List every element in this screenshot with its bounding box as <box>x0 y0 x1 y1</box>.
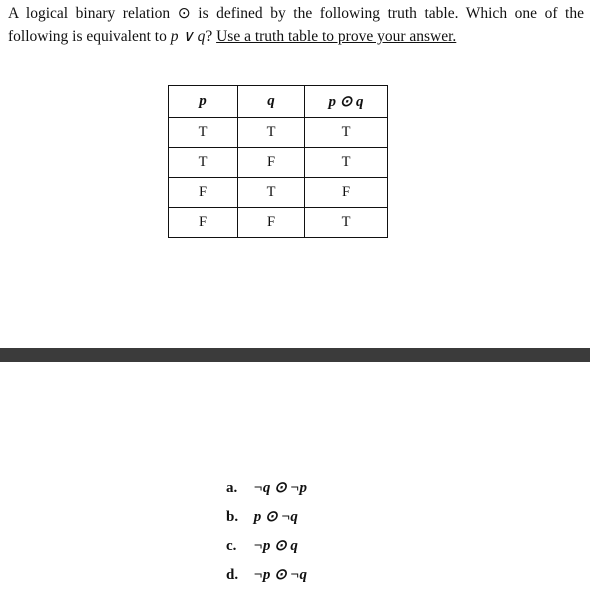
table-cell: T <box>169 148 238 178</box>
header-p-odot-q: p ⊙ q <box>305 86 388 118</box>
answer-choices <box>226 476 307 592</box>
table-row <box>169 208 388 238</box>
table-cell: T <box>238 118 305 148</box>
truth-table <box>168 85 388 238</box>
table-row <box>169 118 388 148</box>
choice-letter: b. <box>226 509 239 525</box>
choice-expression: p ⊙ ¬q <box>253 509 298 525</box>
choice-expression: ¬p ⊙ q <box>253 538 298 554</box>
choice-letter: a. <box>226 480 238 496</box>
choice-letter: d. <box>226 567 239 583</box>
table-cell: T <box>169 118 238 148</box>
section-divider <box>0 348 590 362</box>
table-cell: T <box>305 148 388 178</box>
table-cell: T <box>305 208 388 238</box>
choice-expression: ¬q ⊙ ¬p <box>253 480 307 496</box>
table-cell: F <box>169 208 238 238</box>
table-cell: F <box>169 178 238 208</box>
table-cell: F <box>238 148 305 178</box>
header-p: p <box>169 86 238 118</box>
question-expression: p ∨ q <box>170 28 206 45</box>
truth-table-header-row <box>169 86 388 118</box>
question-text <box>8 2 584 48</box>
table-cell: T <box>238 178 305 208</box>
question-instruction: Use a truth table to prove your answer. <box>216 28 457 45</box>
choice-letter: c. <box>226 538 237 554</box>
table-row <box>169 148 388 178</box>
table-row <box>169 178 388 208</box>
header-q: q <box>238 86 305 118</box>
table-cell: F <box>238 208 305 238</box>
table-cell: T <box>305 118 388 148</box>
choice-c[interactable] <box>226 534 307 563</box>
question-part1: A logical binary relation ⊙ is defined by the following truth table. Which one of the following is equivalent to <box>8 5 584 45</box>
choice-expression: ¬p ⊙ ¬q <box>253 567 307 583</box>
choice-a[interactable] <box>226 476 307 505</box>
question-part2: ? <box>205 28 217 45</box>
choice-b[interactable] <box>226 505 307 534</box>
choice-d[interactable] <box>226 563 307 592</box>
table-cell: F <box>305 178 388 208</box>
